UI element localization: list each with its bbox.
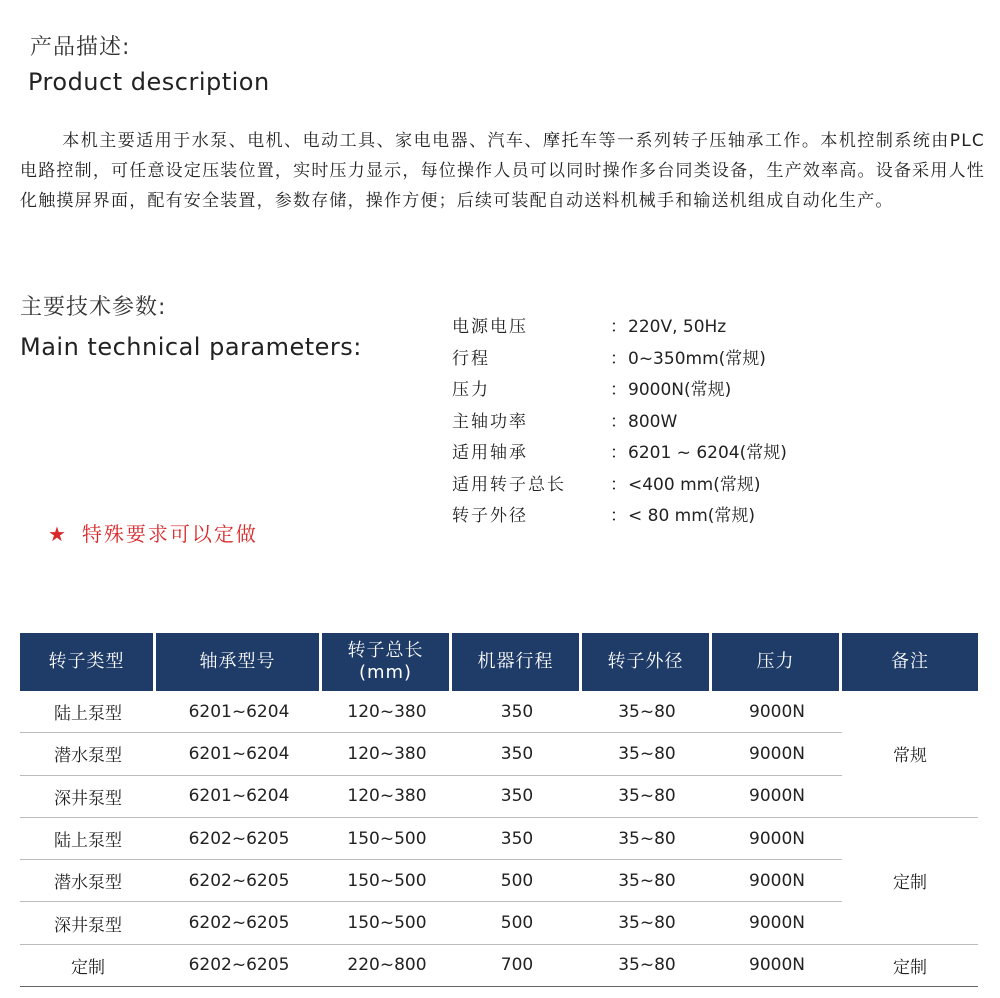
table-row: [20, 902, 978, 944]
cell-bearing: 6201~6204: [156, 691, 322, 733]
cell-rotor-length: 220~800: [322, 945, 452, 987]
param-row: [452, 344, 787, 376]
table-row: [20, 733, 978, 775]
param-row: [452, 501, 787, 533]
param-colon: ：: [610, 348, 627, 369]
cell-rotor-diameter: 35~80: [582, 691, 712, 733]
param-label: 电源电压: [452, 317, 528, 337]
cell-pressure: 9000N: [712, 733, 842, 775]
cell-stroke: 500: [452, 860, 582, 902]
param-row: [452, 375, 787, 407]
param-label: 适用转子总长: [452, 474, 566, 495]
col-header-rotor-length: [322, 633, 452, 691]
description-text: [20, 126, 985, 216]
param-label: 转子外径: [452, 506, 528, 526]
param-colon: ：: [610, 411, 627, 432]
table-row: [20, 691, 978, 733]
cell-rotor-type: 潜水泵型: [20, 733, 156, 775]
description-heading-cn: 产品描述:: [30, 35, 131, 60]
table-row: [20, 860, 978, 902]
col-header-stroke: 机器行程: [452, 633, 582, 691]
cell-bearing: 6202~6205: [156, 818, 322, 860]
cell-pressure: 9000N: [712, 776, 842, 818]
cell-rotor-diameter: 35~80: [582, 902, 712, 944]
cell-stroke: 500: [452, 902, 582, 944]
cell-rotor-diameter: 35~80: [582, 776, 712, 818]
cell-rotor-diameter: 35~80: [582, 860, 712, 902]
custom-order-note: [48, 518, 258, 547]
cell-bearing: 6202~6205: [156, 902, 322, 944]
cell-rotor-diameter: 35~80: [582, 945, 712, 987]
cell-stroke: 350: [452, 691, 582, 733]
param-colon: ：: [610, 506, 627, 526]
param-label: 主轴功率: [452, 411, 528, 432]
param-colon: ：: [610, 474, 627, 495]
col-header-bearing: 轴承型号: [156, 633, 322, 691]
custom-order-text: 特殊要求可以定做: [81, 522, 258, 546]
param-row: [452, 407, 787, 439]
params-heading-en: Main technical parameters:: [20, 333, 362, 361]
cell-pressure: 9000N: [712, 860, 842, 902]
cell-remark: 常规: [842, 691, 978, 818]
cell-rotor-length: 150~500: [322, 902, 452, 944]
cell-stroke: 350: [452, 776, 582, 818]
cell-pressure: 9000N: [712, 691, 842, 733]
param-value: 800W: [628, 411, 678, 432]
cell-rotor-length: 120~380: [322, 776, 452, 818]
param-label: 适用轴承: [452, 443, 528, 463]
table-header-row: [20, 633, 978, 691]
cell-bearing: 6201~6204: [156, 776, 322, 818]
cell-remark: 定制: [842, 945, 978, 987]
cell-rotor-type: 陆上泵型: [20, 691, 156, 733]
cell-bearing: 6202~6205: [156, 860, 322, 902]
param-colon: ：: [610, 317, 627, 337]
cell-rotor-length: 150~500: [322, 860, 452, 902]
params-heading-cn: 主要技术参数:: [20, 295, 167, 320]
cell-rotor-length: 150~500: [322, 818, 452, 860]
col-header-rotor-length-label: 转子总长: [347, 640, 424, 661]
col-header-pressure: 压力: [712, 633, 842, 691]
param-colon: ：: [610, 443, 627, 463]
cell-rotor-diameter: 35~80: [582, 818, 712, 860]
param-row: [452, 438, 787, 470]
param-list: [452, 312, 787, 533]
cell-pressure: 9000N: [712, 945, 842, 987]
cell-rotor-diameter: 35~80: [582, 733, 712, 775]
cell-pressure: 9000N: [712, 818, 842, 860]
col-header-rotor-length-unit: (mm): [358, 662, 413, 683]
description-body: 本机主要适用于水泵、电机、电动工具、家电电器、汽车、摩托车等一系列转子压轴承工作。本机控制系统由PLC电路控制，可任意设定压装位置，实时压力显示，每位操作人员可以同时操作多台同类设备，生产效率高。设备采用人性化触摸屏界面，配有安全装置，参数存储，操作方便；后续可装配自动送料机械手和输送机组成自动化生产。: [20, 131, 985, 211]
table-row: [20, 818, 978, 860]
spec-table: [20, 633, 978, 987]
cell-stroke: 350: [452, 733, 582, 775]
cell-rotor-type: 深井泵型: [20, 902, 156, 944]
cell-rotor-type: 陆上泵型: [20, 818, 156, 860]
cell-rotor-type: 潜水泵型: [20, 860, 156, 902]
cell-remark: 定制: [842, 818, 978, 945]
cell-stroke: 700: [452, 945, 582, 987]
col-header-rotor-type: 转子类型: [20, 633, 156, 691]
table-row: [20, 776, 978, 818]
param-row: [452, 470, 787, 502]
cell-bearing: 6202~6205: [156, 945, 322, 987]
cell-rotor-length: 120~380: [322, 691, 452, 733]
cell-rotor-length: 120~380: [322, 733, 452, 775]
param-label: 压力: [452, 380, 490, 400]
param-value: 220V, 50Hz: [628, 317, 727, 337]
cell-rotor-type: 定制: [20, 945, 156, 987]
param-label: 行程: [452, 348, 490, 369]
cell-rotor-type: 深井泵型: [20, 776, 156, 818]
param-value: 0~350mm(常规): [628, 348, 766, 369]
col-header-remark: 备注: [842, 633, 978, 691]
description-heading-en: Product description: [28, 68, 270, 96]
param-value: 9000N(常规): [628, 380, 732, 400]
col-header-rotor-diameter: 转子外径: [582, 633, 712, 691]
param-colon: ：: [610, 380, 627, 400]
star-icon: ★: [48, 522, 68, 546]
cell-pressure: 9000N: [712, 902, 842, 944]
param-value: < 80 mm(常规): [628, 506, 756, 526]
cell-stroke: 350: [452, 818, 582, 860]
table-row: [20, 945, 978, 987]
param-value: <400 mm(常规): [628, 474, 761, 495]
param-value: 6201 ~ 6204(常规): [628, 443, 787, 463]
param-row: [452, 312, 787, 344]
cell-bearing: 6201~6204: [156, 733, 322, 775]
